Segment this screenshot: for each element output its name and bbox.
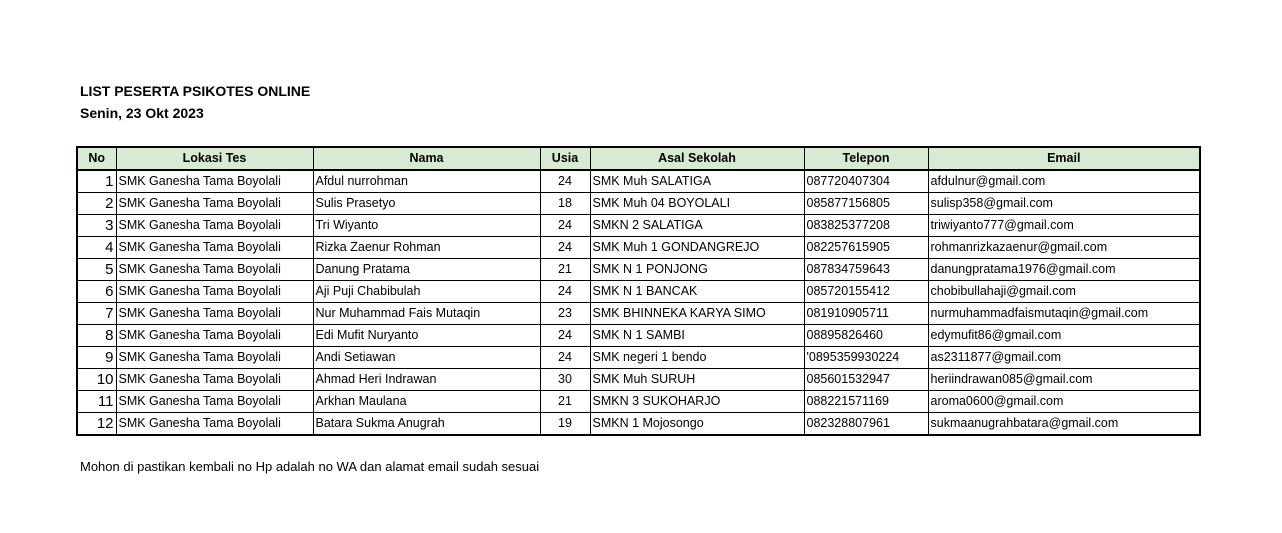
cell-telepon: 085720155412 <box>804 281 928 303</box>
cell-usia: 19 <box>540 413 590 436</box>
header-email: Email <box>928 147 1200 170</box>
cell-usia: 24 <box>540 347 590 369</box>
cell-no: 2 <box>77 193 116 215</box>
cell-asal-sekolah: SMKN 1 Mojosongo <box>590 413 804 436</box>
cell-email: sukmaanugrahbatara@gmail.com <box>928 413 1200 436</box>
header-lokasi-tes: Lokasi Tes <box>116 147 313 170</box>
table-row <box>77 281 1200 303</box>
cell-nama: Ahmad Heri Indrawan <box>313 369 540 391</box>
header-usia: Usia <box>540 147 590 170</box>
cell-lokasi-tes: SMK Ganesha Tama Boyolali <box>116 413 313 436</box>
table-row <box>77 259 1200 281</box>
cell-nama: Tri Wiyanto <box>313 215 540 237</box>
table-row <box>77 237 1200 259</box>
cell-usia: 24 <box>540 237 590 259</box>
cell-nama: Danung Pratama <box>313 259 540 281</box>
cell-telepon: 087834759643 <box>804 259 928 281</box>
cell-asal-sekolah: SMKN 3 SUKOHARJO <box>590 391 804 413</box>
cell-asal-sekolah: SMK N 1 SAMBI <box>590 325 804 347</box>
header-telepon: Telepon <box>804 147 928 170</box>
header-nama: Nama <box>313 147 540 170</box>
cell-lokasi-tes: SMK Ganesha Tama Boyolali <box>116 347 313 369</box>
cell-usia: 30 <box>540 369 590 391</box>
table-row <box>77 347 1200 369</box>
cell-usia: 24 <box>540 281 590 303</box>
cell-usia: 24 <box>540 325 590 347</box>
header-asal-sekolah: Asal Sekolah <box>590 147 804 170</box>
cell-email: aroma0600@gmail.com <box>928 391 1200 413</box>
cell-usia: 21 <box>540 259 590 281</box>
document-title: LIST PESERTA PSIKOTES ONLINE <box>80 83 311 99</box>
cell-email: as2311877@gmail.com <box>928 347 1200 369</box>
cell-telepon: 081910905711 <box>804 303 928 325</box>
cell-no: 7 <box>77 303 116 325</box>
cell-email: sulisp358@gmail.com <box>928 193 1200 215</box>
cell-telepon: 087720407304 <box>804 170 928 193</box>
cell-nama: Batara Sukma Anugrah <box>313 413 540 436</box>
cell-no: 11 <box>77 391 116 413</box>
cell-no: 12 <box>77 413 116 436</box>
cell-telepon: 088221571169 <box>804 391 928 413</box>
cell-no: 9 <box>77 347 116 369</box>
cell-nama: Rizka Zaenur Rohman <box>313 237 540 259</box>
table-row <box>77 303 1200 325</box>
cell-email: triwiyanto777@gmail.com <box>928 215 1200 237</box>
cell-no: 10 <box>77 369 116 391</box>
table-row <box>77 391 1200 413</box>
cell-asal-sekolah: SMK Muh SALATIGA <box>590 170 804 193</box>
cell-nama: Andi Setiawan <box>313 347 540 369</box>
cell-telepon: 082328807961 <box>804 413 928 436</box>
cell-no: 4 <box>77 237 116 259</box>
table-row <box>77 413 1200 436</box>
cell-lokasi-tes: SMK Ganesha Tama Boyolali <box>116 325 313 347</box>
cell-nama: Arkhan Maulana <box>313 391 540 413</box>
cell-asal-sekolah: SMK Muh 1 GONDANGREJO <box>590 237 804 259</box>
cell-asal-sekolah: SMK Muh 04 BOYOLALI <box>590 193 804 215</box>
cell-telepon: 085877156805 <box>804 193 928 215</box>
cell-lokasi-tes: SMK Ganesha Tama Boyolali <box>116 281 313 303</box>
cell-email: chobibullahaji@gmail.com <box>928 281 1200 303</box>
cell-usia: 21 <box>540 391 590 413</box>
cell-email: danungpratama1976@gmail.com <box>928 259 1200 281</box>
cell-email: afdulnur@gmail.com <box>928 170 1200 193</box>
participants-table <box>76 146 1201 436</box>
cell-telepon: '0895359930224 <box>804 347 928 369</box>
table-row <box>77 170 1200 193</box>
cell-nama: Nur Muhammad Fais Mutaqin <box>313 303 540 325</box>
table-row <box>77 193 1200 215</box>
cell-lokasi-tes: SMK Ganesha Tama Boyolali <box>116 259 313 281</box>
table-row <box>77 325 1200 347</box>
cell-lokasi-tes: SMK Ganesha Tama Boyolali <box>116 391 313 413</box>
cell-asal-sekolah: SMK negeri 1 bendo <box>590 347 804 369</box>
cell-no: 8 <box>77 325 116 347</box>
footer-note: Mohon di pastikan kembali no Hp adalah no WA dan alamat email sudah sesuai <box>80 459 540 474</box>
cell-telepon: 08895826460 <box>804 325 928 347</box>
cell-asal-sekolah: SMK BHINNEKA KARYA SIMO <box>590 303 804 325</box>
cell-no: 5 <box>77 259 116 281</box>
cell-asal-sekolah: SMK N 1 PONJONG <box>590 259 804 281</box>
cell-nama: Afdul nurrohman <box>313 170 540 193</box>
cell-email: nurmuhammadfaismutaqin@gmail.com <box>928 303 1200 325</box>
cell-nama: Edi Mufit Nuryanto <box>313 325 540 347</box>
cell-usia: 18 <box>540 193 590 215</box>
cell-nama: Sulis Prasetyo <box>313 193 540 215</box>
cell-lokasi-tes: SMK Ganesha Tama Boyolali <box>116 215 313 237</box>
header-row <box>77 147 1200 170</box>
table-row <box>77 215 1200 237</box>
cell-usia: 24 <box>540 215 590 237</box>
table-header <box>77 147 1200 170</box>
cell-telepon: 082257615905 <box>804 237 928 259</box>
cell-asal-sekolah: SMK N 1 BANCAK <box>590 281 804 303</box>
cell-no: 6 <box>77 281 116 303</box>
document-date: Senin, 23 Okt 2023 <box>80 105 204 121</box>
cell-lokasi-tes: SMK Ganesha Tama Boyolali <box>116 369 313 391</box>
cell-usia: 23 <box>540 303 590 325</box>
cell-asal-sekolah: SMK Muh SURUH <box>590 369 804 391</box>
cell-email: edymufit86@gmail.com <box>928 325 1200 347</box>
table-row <box>77 369 1200 391</box>
cell-email: heriindrawan085@gmail.com <box>928 369 1200 391</box>
header-no: No <box>77 147 116 170</box>
cell-usia: 24 <box>540 170 590 193</box>
cell-lokasi-tes: SMK Ganesha Tama Boyolali <box>116 303 313 325</box>
table-body <box>77 170 1200 435</box>
cell-asal-sekolah: SMKN 2 SALATIGA <box>590 215 804 237</box>
cell-no: 1 <box>77 170 116 193</box>
cell-nama: Aji Puji Chabibulah <box>313 281 540 303</box>
cell-telepon: 085601532947 <box>804 369 928 391</box>
cell-email: rohmanrizkazaenur@gmail.com <box>928 237 1200 259</box>
cell-lokasi-tes: SMK Ganesha Tama Boyolali <box>116 237 313 259</box>
cell-lokasi-tes: SMK Ganesha Tama Boyolali <box>116 193 313 215</box>
cell-telepon: 083825377208 <box>804 215 928 237</box>
cell-lokasi-tes: SMK Ganesha Tama Boyolali <box>116 170 313 193</box>
cell-no: 3 <box>77 215 116 237</box>
